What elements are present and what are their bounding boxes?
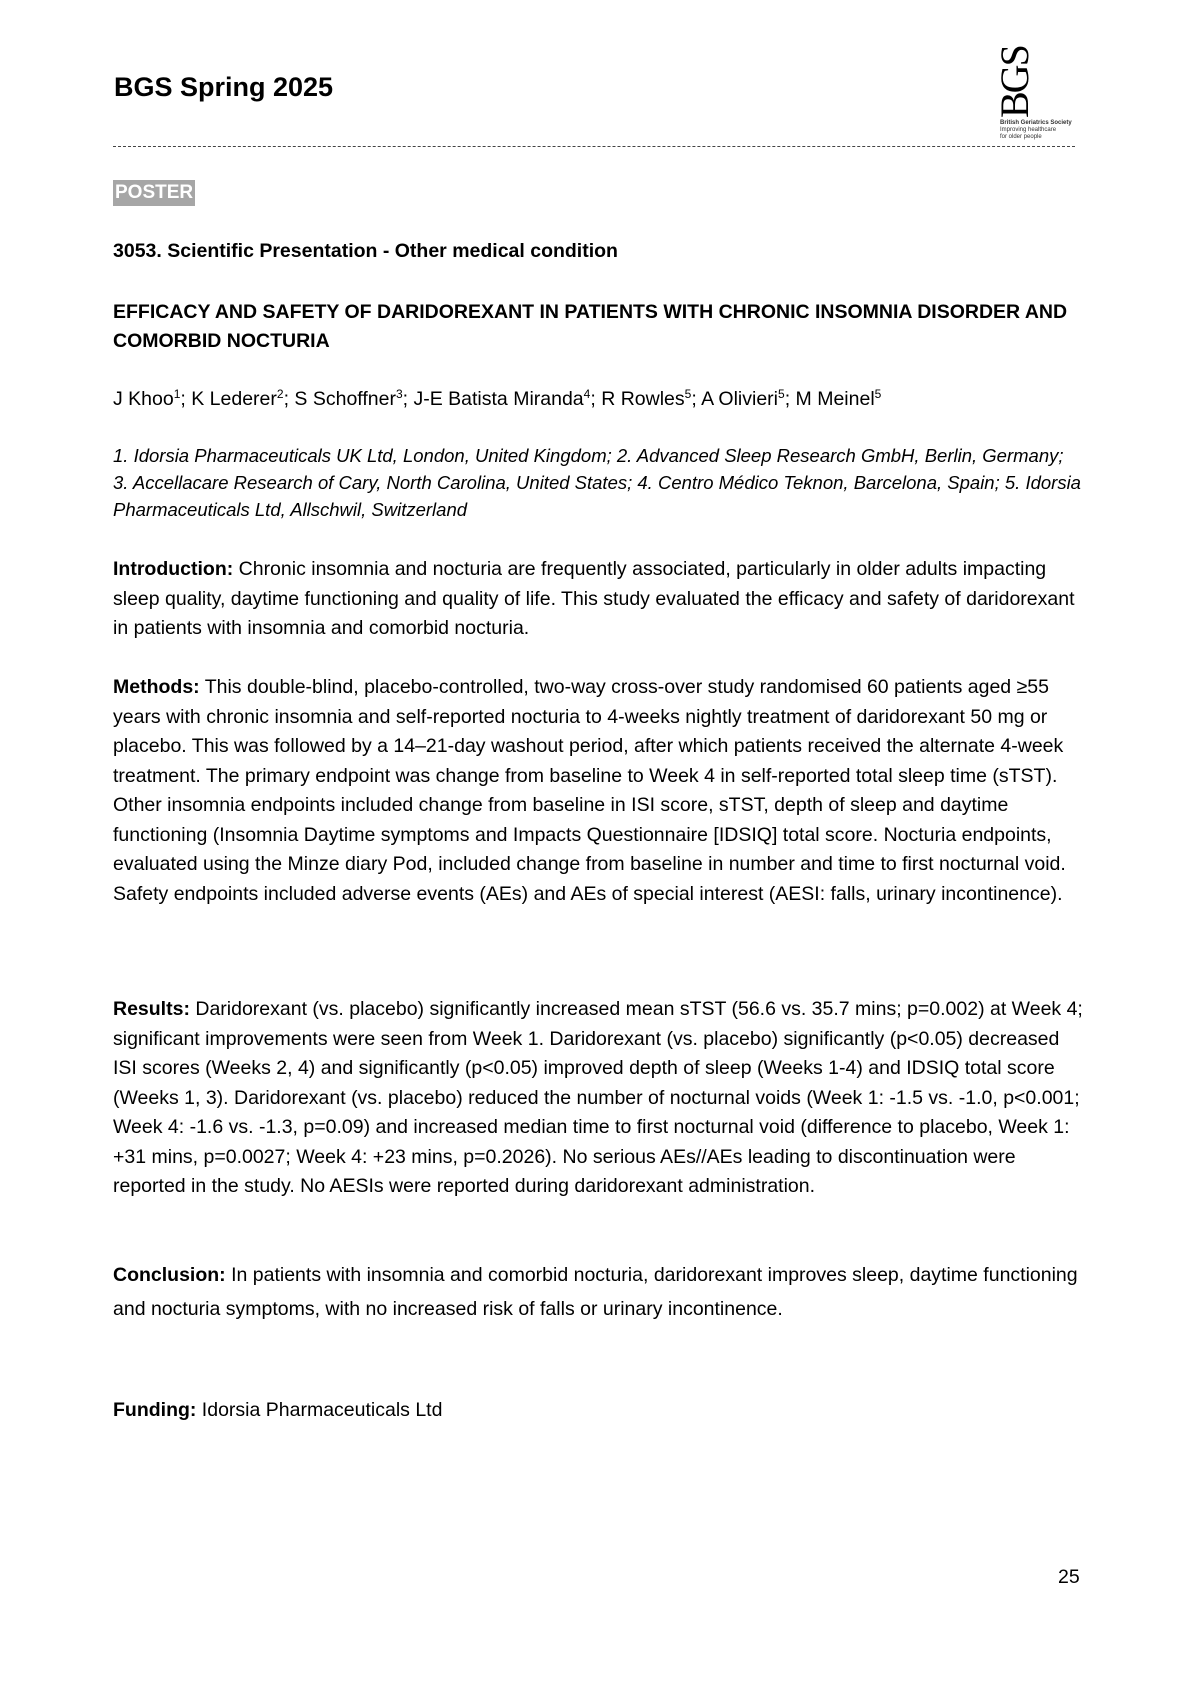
conclusion-section <box>113 1258 1088 1326</box>
author-separator: ; <box>180 388 192 410</box>
logo-tagline-1: Improving healthcare <box>1000 127 1057 133</box>
introduction-label: Introduction: <box>113 558 234 580</box>
author-name: R Rowles <box>601 388 685 410</box>
page-number: 25 <box>1058 1566 1080 1588</box>
results-text: Daridorexant (vs. placebo) significantly increased mean sTST (56.6 vs. 35.7 mins; p=0.002) at Week 4; significant improvements were seen from Week 1. Daridorexant (vs. placebo) significantly (p<0.05) decreased ISI scores (Weeks 2, 4) and significantly (p<0.05) improved depth of sleep (Weeks 1-4) and IDSIQ total score (Weeks 1, 3). Daridorexant (vs. placebo) reduced the number of nocturnal voids (Week 1: -1.5 vs. -1.0, p<0.001; Week 4: -1.6 vs. -1.3, p=0.09) and increased median time to first nocturnal void (difference to placebo, Week 1: +31 mins, p=0.0027; Week 4: +23 mins, p=0.2026). No serious AEs//AEs leading to discontinuation were reported in the study. No AESIs were reported during daridorexant administration. <box>113 998 1083 1197</box>
introduction-section <box>113 555 1088 644</box>
funding-label: Funding: <box>113 1399 197 1421</box>
abstract-title: EFFICACY AND SAFETY OF DARIDOREXANT IN PATIENTS WITH CHRONIC INSOMNIA DISORDER AND COMORBID NOCTURIA <box>113 301 1068 352</box>
results-section <box>113 995 1088 1202</box>
author-affiliation-number: 5 <box>874 387 882 401</box>
author-name: S Schoffner <box>294 388 396 410</box>
methods-label: Methods: <box>113 676 200 698</box>
author-affiliation-number: 5 <box>684 387 692 401</box>
author-separator: ; <box>691 388 702 410</box>
header-divider <box>113 146 1075 147</box>
logo-tagline-2: for older people <box>1000 134 1042 140</box>
bgs-logo <box>992 46 1100 145</box>
author-name: K Lederer <box>191 388 277 410</box>
conclusion-label: Conclusion: <box>113 1264 226 1286</box>
author-separator: ; <box>590 388 602 410</box>
methods-section <box>113 673 1088 909</box>
author-name: J Khoo <box>113 388 174 410</box>
author-affiliation-number: 2 <box>276 387 284 401</box>
conclusion-text: In patients with insomnia and comorbid nocturia, daridorexant improves sleep, daytime functioning and nocturia symptoms, with no increased risk of falls or urinary incontinence. <box>113 1264 1078 1320</box>
conference-title: BGS Spring 2025 <box>114 72 334 102</box>
poster-badge: POSTER <box>113 180 195 206</box>
author-affiliation-number: 1 <box>173 387 181 401</box>
author-affiliation-number: 3 <box>395 387 403 401</box>
funding-text: Idorsia Pharmaceuticals Ltd <box>196 1399 443 1421</box>
author-separator: ; <box>784 388 796 410</box>
abstract-category: 3053. Scientific Presentation - Other medical condition <box>113 240 618 262</box>
author-affiliation-number: 5 <box>778 387 785 401</box>
author-list <box>113 387 881 411</box>
introduction-text: Chronic insomnia and nocturia are frequently associated, particularly in older adults impacting sleep quality, daytime functioning and quality of life. This study evaluated the efficacy and safety of daridorexant in patients with insomnia and comorbid nocturia. <box>113 558 1075 639</box>
author-separator: ; <box>283 388 295 410</box>
affiliations: 1. Idorsia Pharmaceuticals UK Ltd, London, United Kingdom; 2. Advanced Sleep Research GmbH, Berlin, Germany; 3. Accellacare Research of Cary, North Carolina, United States; 4. Centro Médico Teknon, Barcelona, Spain; 5. Idorsia Pharmaceuticals Ltd, Allschwil, Switzerland <box>113 445 1081 520</box>
bgs-logo-text <box>1000 120 1072 141</box>
author-name: M Meinel <box>795 388 875 410</box>
funding-section <box>113 1396 1088 1426</box>
results-label: Results: <box>113 998 190 1020</box>
author-affiliation-number: 4 <box>583 387 591 401</box>
author-name: A Olivieri <box>701 388 779 410</box>
author-separator: ; <box>402 388 414 410</box>
logo-org-name: British Geriatrics Society <box>1000 120 1072 126</box>
bgs-logo-mark: BGS <box>992 46 1037 118</box>
methods-text: This double-blind, placebo-controlled, two-way cross-over study randomised 60 patients aged ≥55 years with chronic insomnia and self-reported nocturia to 4-weeks nightly treatment of daridorexant 50 mg or placebo. This was followed by a 14–21-day washout period, after which patients received the alternate 4-week treatment. The primary endpoint was change from baseline to Week 4 in self-reported total sleep time (sTST). Other insomnia endpoints included change from baseline in ISI score, sTST, depth of sleep and daytime functioning (Insomnia Daytime symptoms and Impacts Questionnaire [IDSIQ] total score. Nocturia endpoints, evaluated using the Minze diary Pod, included change from baseline in number and time to first nocturnal void. Safety endpoints included adverse events (AEs) and AEs of special interest (AESI: falls, urinary incontinence). <box>113 676 1066 905</box>
author-name: J-E Batista Miranda <box>413 388 584 410</box>
